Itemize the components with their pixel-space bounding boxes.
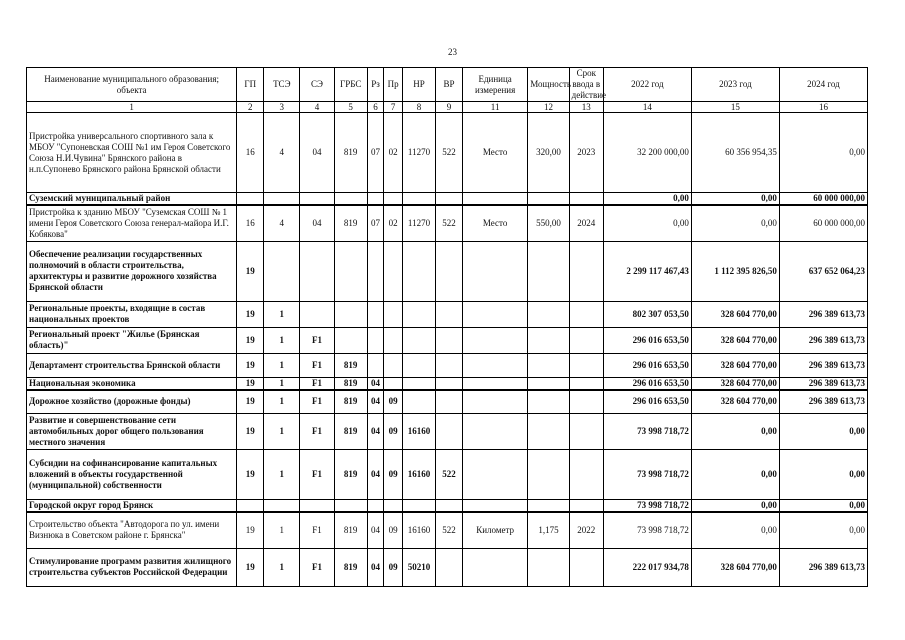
cell-pr: 09: [384, 414, 403, 450]
cell-gp: 19: [237, 512, 264, 548]
col-num: 16: [779, 102, 867, 113]
cell-amount-2023: 328 604 770,00: [691, 353, 779, 377]
cell-commission-date: [569, 390, 603, 414]
cell-amount-2024: 60 000 000,00: [779, 193, 867, 206]
cell-rz: 04: [367, 450, 384, 500]
header-row: [27, 68, 868, 102]
cell-commission-date: 2023: [569, 113, 603, 193]
cell-se: F1: [300, 548, 334, 586]
header-2023: 2023 год: [691, 68, 779, 102]
cell-vr: 522: [436, 113, 463, 193]
cell-gp: 19: [237, 241, 264, 301]
cell-capacity: [528, 301, 569, 327]
cell-gp: 19: [237, 390, 264, 414]
header-2022: 2022 год: [603, 68, 691, 102]
cell-grbs: 819: [334, 353, 367, 377]
cell-grbs: 819: [334, 390, 367, 414]
cell-amount-2023: 328 604 770,00: [691, 377, 779, 390]
cell-commission-date: 2024: [569, 205, 603, 241]
cell-pr: [384, 241, 403, 301]
cell-gp: 19: [237, 450, 264, 500]
cell-row-name: Обеспечение реализации государственных полномочий в области строительства, архитектуры и развитие дорожного хозяйства Брянской области: [27, 241, 237, 301]
cell-gp: 19: [237, 327, 264, 353]
cell-tse: 4: [264, 113, 300, 193]
cell-capacity: [528, 414, 569, 450]
cell-unit: [463, 193, 528, 206]
cell-rz: 07: [367, 113, 384, 193]
header-se: СЭ: [300, 68, 334, 102]
cell-nr: 50210: [402, 548, 435, 586]
cell-pr: 09: [384, 390, 403, 414]
cell-row-name: Департамент строительства Брянской области: [27, 353, 237, 377]
cell-amount-2022: 802 307 053,50: [603, 301, 691, 327]
cell-tse: [264, 500, 300, 513]
cell-capacity: [528, 193, 569, 206]
cell-amount-2023: 60 356 954,35: [691, 113, 779, 193]
cell-nr: 11270: [402, 205, 435, 241]
cell-unit: [463, 390, 528, 414]
cell-amount-2023: 0,00: [691, 205, 779, 241]
cell-commission-date: [569, 241, 603, 301]
cell-capacity: [528, 548, 569, 586]
header-grbs: ГРБС: [334, 68, 367, 102]
cell-pr: [384, 327, 403, 353]
cell-grbs: [334, 193, 367, 206]
cell-commission-date: [569, 301, 603, 327]
table-row: [27, 301, 868, 327]
table-row: [27, 512, 868, 548]
cell-gp: 19: [237, 377, 264, 390]
cell-row-name: Национальная экономика: [27, 377, 237, 390]
table-row: [27, 414, 868, 450]
cell-rz: 04: [367, 377, 384, 390]
cell-amount-2023: 0,00: [691, 193, 779, 206]
cell-rz: [367, 353, 384, 377]
table-row: [27, 241, 868, 301]
cell-amount-2023: 328 604 770,00: [691, 327, 779, 353]
cell-pr: [384, 353, 403, 377]
table-row: [27, 205, 868, 241]
cell-pr: 02: [384, 205, 403, 241]
cell-rz: 04: [367, 414, 384, 450]
cell-unit: [463, 327, 528, 353]
cell-amount-2022: 0,00: [603, 193, 691, 206]
cell-commission-date: [569, 500, 603, 513]
cell-unit: [463, 353, 528, 377]
cell-tse: 1: [264, 512, 300, 548]
cell-capacity: [528, 353, 569, 377]
table-row: [27, 113, 868, 193]
cell-vr: [436, 414, 463, 450]
cell-pr: [384, 377, 403, 390]
cell-amount-2022: 32 200 000,00: [603, 113, 691, 193]
col-num: 11: [463, 102, 528, 113]
cell-se: F1: [300, 327, 334, 353]
cell-capacity: 550,00: [528, 205, 569, 241]
table-row: [27, 548, 868, 586]
cell-rz: [367, 500, 384, 513]
cell-vr: [436, 353, 463, 377]
cell-amount-2022: 73 998 718,72: [603, 500, 691, 513]
cell-capacity: 320,00: [528, 113, 569, 193]
cell-tse: [264, 241, 300, 301]
cell-rz: [367, 193, 384, 206]
cell-se: F1: [300, 512, 334, 548]
cell-amount-2023: 328 604 770,00: [691, 390, 779, 414]
cell-rz: [367, 241, 384, 301]
cell-unit: [463, 301, 528, 327]
cell-grbs: 819: [334, 414, 367, 450]
cell-unit: [463, 500, 528, 513]
cell-amount-2023: 0,00: [691, 414, 779, 450]
cell-amount-2024: 0,00: [779, 414, 867, 450]
cell-pr: 09: [384, 548, 403, 586]
cell-tse: 1: [264, 414, 300, 450]
cell-nr: [402, 193, 435, 206]
cell-capacity: [528, 390, 569, 414]
cell-pr: [384, 193, 403, 206]
cell-se: F1: [300, 353, 334, 377]
cell-row-name: Пристройка универсального спортивного зала к МБОУ "Супоневская СОШ №1 им Героя Советского Союза Н.И.Чувина" Брянского района в н.п.Супонево Брянского района Брянской области: [27, 113, 237, 193]
cell-tse: 1: [264, 353, 300, 377]
cell-vr: [436, 301, 463, 327]
cell-vr: [436, 390, 463, 414]
cell-row-name: Развитие и совершенствование сети автомобильных дорог общего пользования местного значения: [27, 414, 237, 450]
cell-amount-2024: 0,00: [779, 450, 867, 500]
cell-se: 04: [300, 205, 334, 241]
cell-amount-2022: 296 016 653,50: [603, 390, 691, 414]
cell-amount-2022: 2 299 117 467,43: [603, 241, 691, 301]
cell-commission-date: [569, 327, 603, 353]
cell-row-name: Строительство объекта "Автодорога по ул. имени Визнюка в Советском районе г. Брянска": [27, 512, 237, 548]
cell-commission-date: [569, 548, 603, 586]
cell-nr: [402, 353, 435, 377]
cell-pr: [384, 301, 403, 327]
cell-se: [300, 193, 334, 206]
cell-nr: 11270: [402, 113, 435, 193]
cell-rz: 04: [367, 512, 384, 548]
cell-pr: 09: [384, 450, 403, 500]
cell-row-name: Дорожное хозяйство (дорожные фонды): [27, 390, 237, 414]
cell-grbs: [334, 301, 367, 327]
col-num: 7: [384, 102, 403, 113]
cell-amount-2022: 0,00: [603, 205, 691, 241]
cell-vr: [436, 193, 463, 206]
cell-vr: 522: [436, 450, 463, 500]
cell-amount-2024: 60 000 000,00: [779, 205, 867, 241]
cell-rz: [367, 327, 384, 353]
col-num: 4: [300, 102, 334, 113]
cell-grbs: 819: [334, 377, 367, 390]
cell-amount-2024: 296 389 613,73: [779, 548, 867, 586]
cell-se: [300, 241, 334, 301]
cell-amount-2022: 296 016 653,50: [603, 353, 691, 377]
cell-row-name: Региональные проекты, входящие в состав национальных проектов: [27, 301, 237, 327]
cell-row-name: Субсидии на софинансирование капитальных вложений в объекты государственной (муниципальной) собственности: [27, 450, 237, 500]
cell-unit: [463, 450, 528, 500]
cell-rz: [367, 301, 384, 327]
cell-se: F1: [300, 414, 334, 450]
cell-amount-2022: 296 016 653,50: [603, 377, 691, 390]
cell-amount-2024: 296 389 613,73: [779, 353, 867, 377]
header-capacity: Мощность: [528, 68, 569, 102]
cell-vr: [436, 377, 463, 390]
cell-unit: [463, 548, 528, 586]
cell-nr: [402, 500, 435, 513]
cell-nr: [402, 390, 435, 414]
cell-tse: 4: [264, 205, 300, 241]
cell-commission-date: 2022: [569, 512, 603, 548]
budget-table: [26, 67, 868, 587]
cell-gp: 19: [237, 353, 264, 377]
cell-capacity: 1,175: [528, 512, 569, 548]
header-rz: Рз: [367, 68, 384, 102]
col-num: 8: [402, 102, 435, 113]
header-gp: ГП: [237, 68, 264, 102]
cell-gp: [237, 193, 264, 206]
col-num: 15: [691, 102, 779, 113]
cell-unit: Место: [463, 205, 528, 241]
cell-row-name: Региональный проект "Жилье (Брянская область)": [27, 327, 237, 353]
page-number: 23: [448, 47, 457, 57]
cell-nr: [402, 377, 435, 390]
cell-row-name: Суземский муниципальный район: [27, 193, 237, 206]
cell-grbs: 819: [334, 450, 367, 500]
cell-gp: [237, 500, 264, 513]
cell-amount-2022: 73 998 718,72: [603, 450, 691, 500]
cell-unit: Место: [463, 113, 528, 193]
cell-se: F1: [300, 450, 334, 500]
header-commission-date: Срок ввода в действие: [569, 68, 603, 102]
cell-tse: 1: [264, 548, 300, 586]
cell-nr: [402, 301, 435, 327]
cell-vr: [436, 241, 463, 301]
cell-amount-2022: 296 016 653,50: [603, 327, 691, 353]
cell-rz: 04: [367, 390, 384, 414]
cell-amount-2024: 296 389 613,73: [779, 327, 867, 353]
cell-amount-2022: 73 998 718,72: [603, 414, 691, 450]
cell-commission-date: [569, 353, 603, 377]
cell-amount-2024: 637 652 064,23: [779, 241, 867, 301]
cell-gp: 19: [237, 414, 264, 450]
column-number-row: [27, 102, 868, 113]
cell-unit: [463, 414, 528, 450]
col-num: 6: [367, 102, 384, 113]
cell-commission-date: [569, 450, 603, 500]
cell-se: 04: [300, 113, 334, 193]
cell-gp: 19: [237, 301, 264, 327]
cell-tse: 1: [264, 390, 300, 414]
cell-capacity: [528, 450, 569, 500]
cell-vr: 522: [436, 512, 463, 548]
cell-grbs: 819: [334, 205, 367, 241]
table-row: [27, 377, 868, 390]
cell-amount-2024: 296 389 613,73: [779, 377, 867, 390]
cell-commission-date: [569, 193, 603, 206]
cell-amount-2022: 222 017 934,78: [603, 548, 691, 586]
cell-grbs: [334, 241, 367, 301]
cell-grbs: [334, 327, 367, 353]
table-row: [27, 327, 868, 353]
cell-amount-2022: 73 998 718,72: [603, 512, 691, 548]
cell-tse: 1: [264, 377, 300, 390]
cell-rz: 04: [367, 548, 384, 586]
col-num: 14: [603, 102, 691, 113]
cell-vr: 522: [436, 205, 463, 241]
cell-se: F1: [300, 377, 334, 390]
cell-nr: 16160: [402, 512, 435, 548]
table-row: [27, 500, 868, 513]
cell-grbs: 819: [334, 548, 367, 586]
cell-tse: 1: [264, 450, 300, 500]
col-num: 9: [436, 102, 463, 113]
cell-gp: 16: [237, 205, 264, 241]
header-name: Наименование муниципального образования; объекта: [27, 68, 237, 102]
cell-gp: 16: [237, 113, 264, 193]
col-num: 13: [569, 102, 603, 113]
cell-pr: 02: [384, 113, 403, 193]
header-tse: ТСЭ: [264, 68, 300, 102]
cell-capacity: [528, 500, 569, 513]
cell-tse: [264, 193, 300, 206]
cell-amount-2023: 0,00: [691, 450, 779, 500]
cell-pr: 09: [384, 512, 403, 548]
cell-commission-date: [569, 414, 603, 450]
header-pr: Пр: [384, 68, 403, 102]
table-row: [27, 353, 868, 377]
cell-row-name: Стимулирование программ развития жилищного строительства субъектов Российской Федерации: [27, 548, 237, 586]
cell-capacity: [528, 377, 569, 390]
cell-vr: [436, 500, 463, 513]
cell-grbs: 819: [334, 512, 367, 548]
cell-amount-2024: 0,00: [779, 500, 867, 513]
cell-se: F1: [300, 390, 334, 414]
cell-grbs: [334, 500, 367, 513]
cell-pr: [384, 500, 403, 513]
cell-amount-2024: 0,00: [779, 113, 867, 193]
cell-nr: 16160: [402, 414, 435, 450]
cell-se: [300, 500, 334, 513]
cell-tse: 1: [264, 327, 300, 353]
cell-row-name: Пристройка к зданию МБОУ "Суземская СОШ № 1 имени Героя Советского Союза генерал-майора И.Г. Кобякова": [27, 205, 237, 241]
table-body: [27, 113, 868, 587]
table-row: [27, 450, 868, 500]
cell-se: [300, 301, 334, 327]
cell-grbs: 819: [334, 113, 367, 193]
cell-vr: [436, 327, 463, 353]
cell-commission-date: [569, 377, 603, 390]
cell-amount-2024: 296 389 613,73: [779, 301, 867, 327]
cell-nr: [402, 241, 435, 301]
header-unit: Единица измерения: [463, 68, 528, 102]
cell-row-name: Городской округ город Брянск: [27, 500, 237, 513]
col-num: 2: [237, 102, 264, 113]
header-vr: ВР: [436, 68, 463, 102]
cell-rz: 07: [367, 205, 384, 241]
cell-tse: 1: [264, 301, 300, 327]
col-num: 12: [528, 102, 569, 113]
cell-amount-2024: 0,00: [779, 512, 867, 548]
col-num: 5: [334, 102, 367, 113]
cell-capacity: [528, 327, 569, 353]
cell-nr: [402, 327, 435, 353]
cell-amount-2023: 1 112 395 826,50: [691, 241, 779, 301]
col-num: 3: [264, 102, 300, 113]
cell-amount-2023: 328 604 770,00: [691, 548, 779, 586]
cell-unit: Километр: [463, 512, 528, 548]
cell-unit: [463, 377, 528, 390]
cell-nr: 16160: [402, 450, 435, 500]
cell-amount-2023: 0,00: [691, 500, 779, 513]
header-2024: 2024 год: [779, 68, 867, 102]
header-nr: НР: [402, 68, 435, 102]
cell-unit: [463, 241, 528, 301]
col-num: 1: [27, 102, 237, 113]
table-row: [27, 390, 868, 414]
table-row: [27, 193, 868, 206]
cell-amount-2024: 296 389 613,73: [779, 390, 867, 414]
cell-gp: 19: [237, 548, 264, 586]
cell-amount-2023: 0,00: [691, 512, 779, 548]
cell-amount-2023: 328 604 770,00: [691, 301, 779, 327]
cell-capacity: [528, 241, 569, 301]
cell-vr: [436, 548, 463, 586]
